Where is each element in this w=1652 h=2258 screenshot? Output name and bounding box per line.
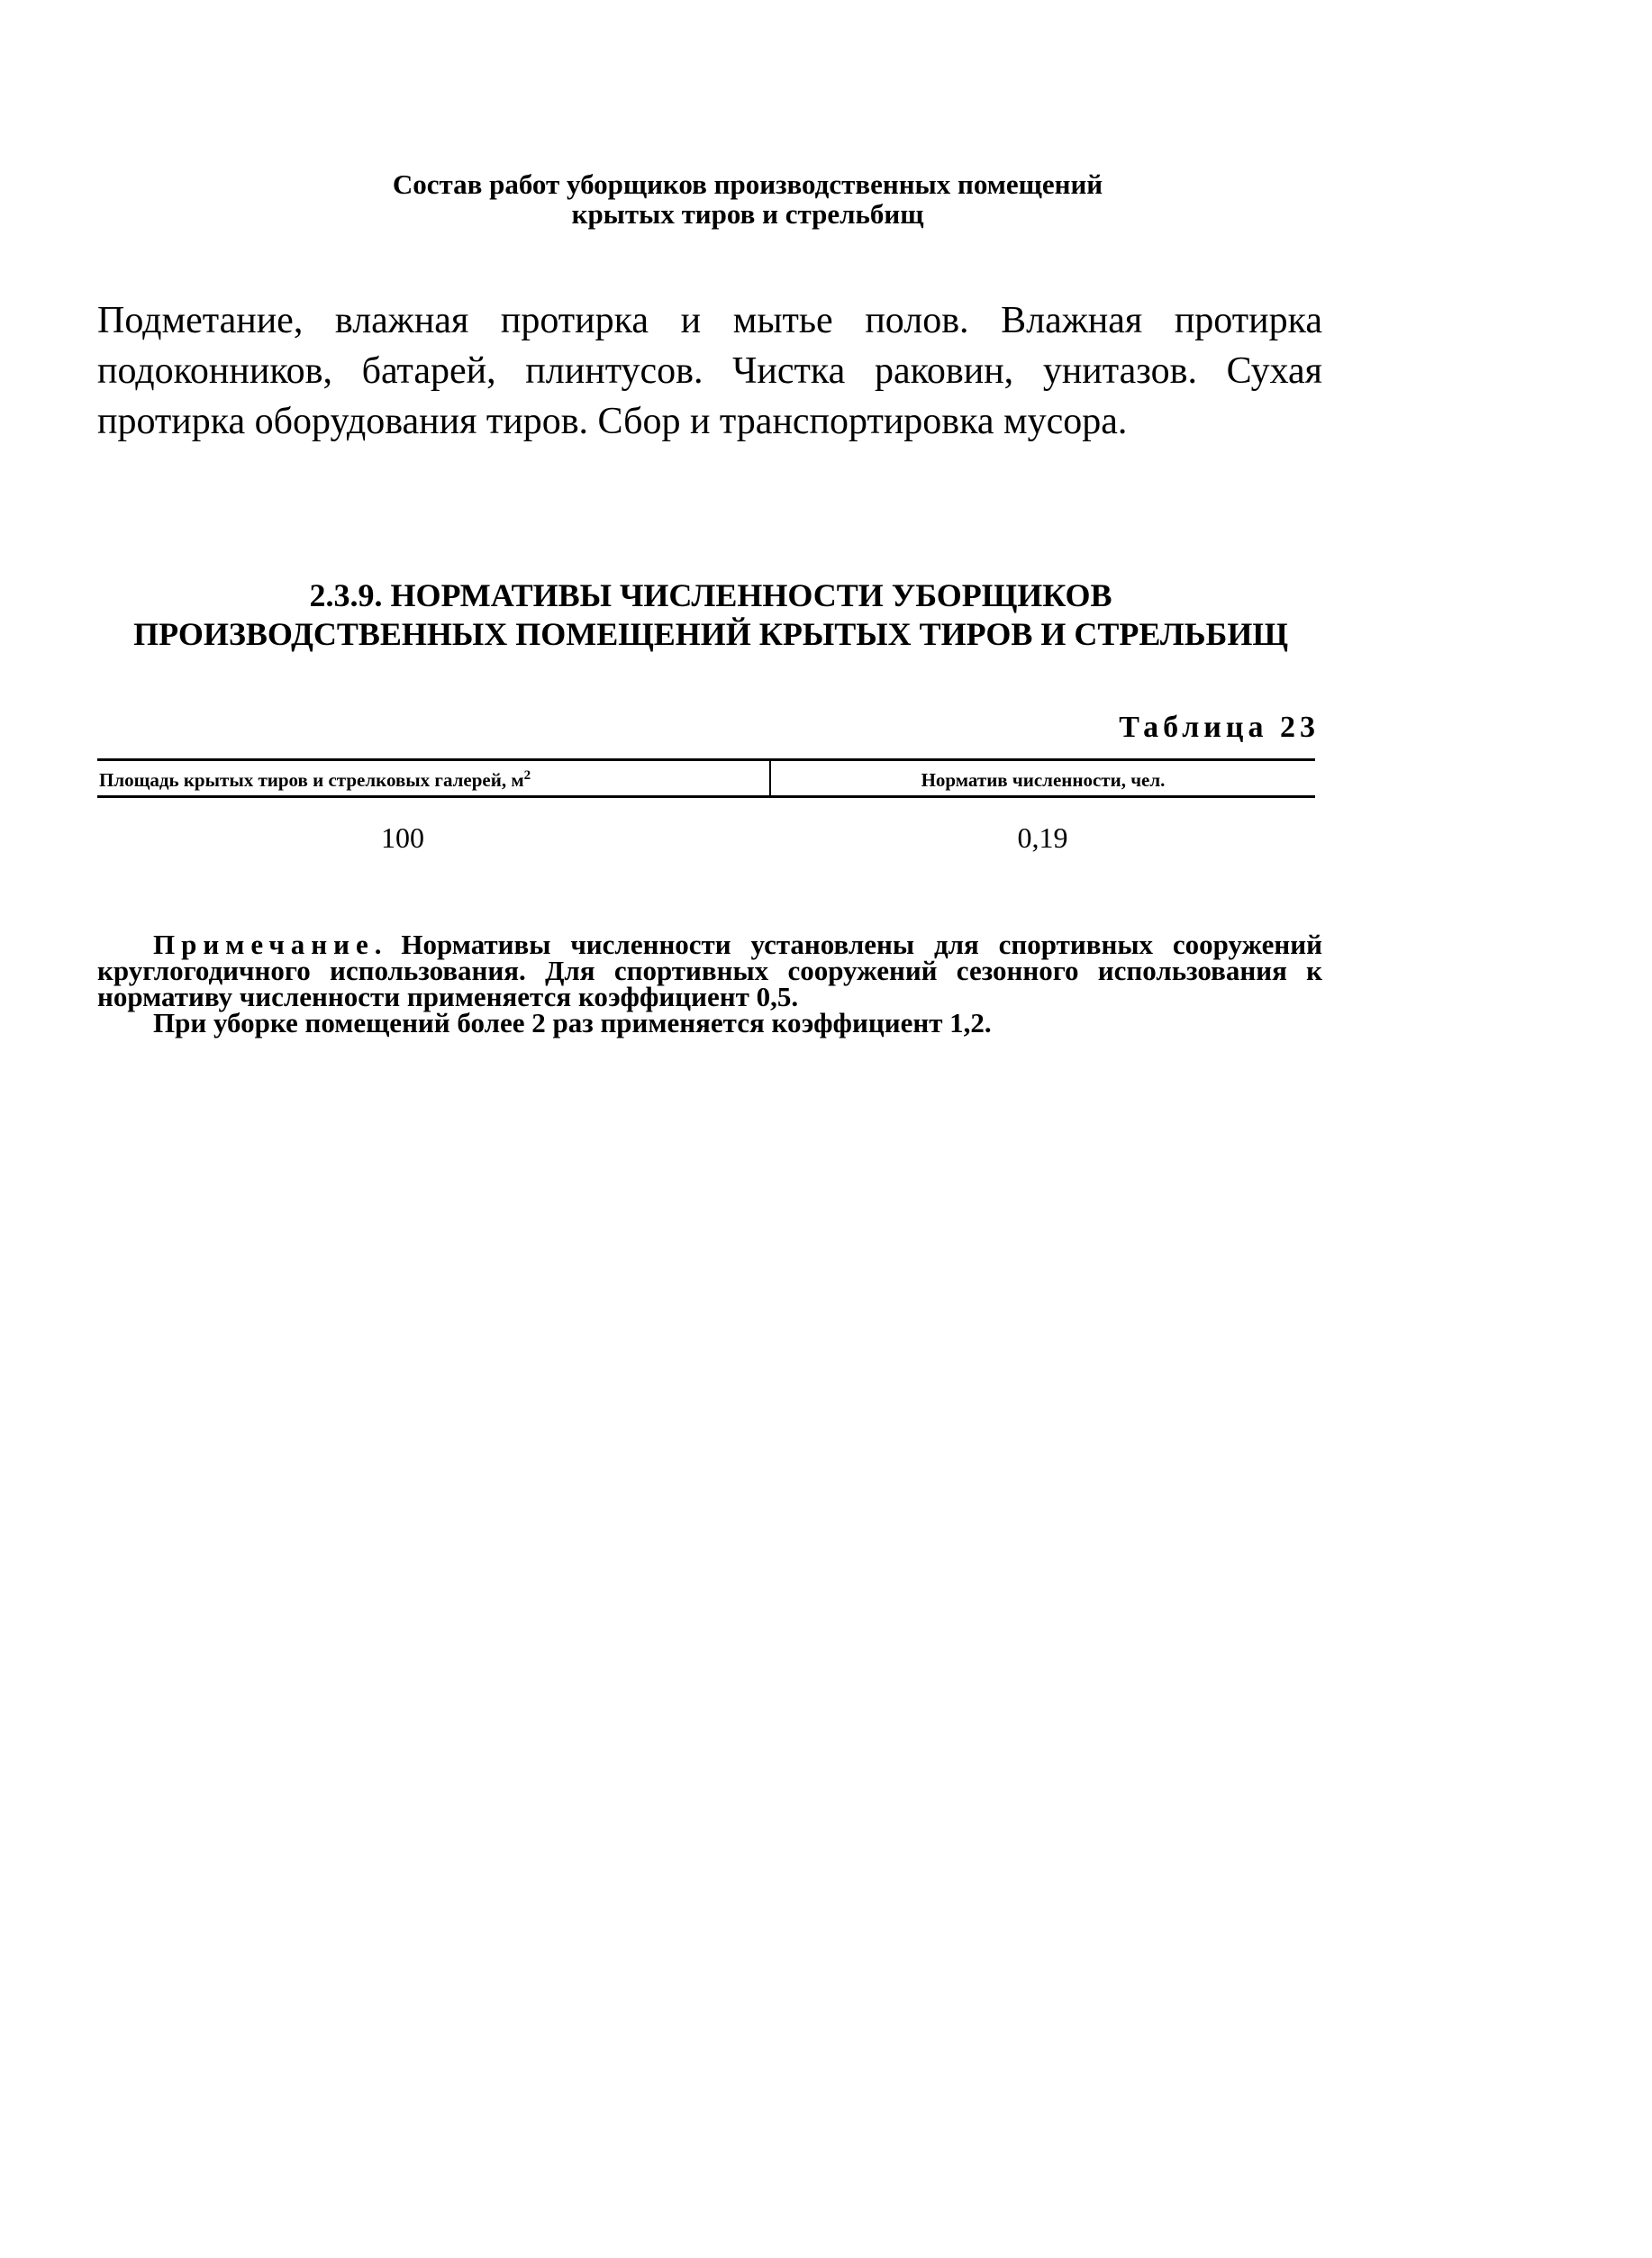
cell-norm: 0,19 xyxy=(1017,821,1068,854)
note-paragraph-2: При уборке помещений более 2 раз применяется коэффициент 1,2. xyxy=(153,1007,992,1038)
section-heading-line-1: 2.3.9. НОРМАТИВЫ ЧИСЛЕННОСТИ УБОРЩИКОВ xyxy=(309,577,1112,613)
column-header-norm: Норматив численности, чел. xyxy=(770,760,1315,797)
work-heading-line-2: крытых тиров и стрельбищ xyxy=(571,198,924,230)
column-header-area-label: Площадь крытых тиров и стрелковых галерей, м xyxy=(99,769,524,791)
work-composition-text: Подметание, влажная протирка и мытье полов. Влажная протирка подоконников, батарей, плинтусов. Чистка раковин, унитазов. Сухая протирка оборудования тиров. Сбор и транспортировка мусора. xyxy=(97,300,1322,442)
table-row xyxy=(97,797,1315,856)
section-heading-line-2: ПРОИЗВОДСТВЕННЫХ ПОМЕЩЕНИЙ КРЫТЫХ ТИРОВ И СТРЕЛЬБИЩ xyxy=(133,616,1288,652)
note-label: Примечание xyxy=(153,929,375,960)
section-heading xyxy=(97,576,1324,654)
square-superscript: 2 xyxy=(523,768,531,783)
note-text-1: . Нормативы численности установлены для спортивных сооружений круглогодичного использования. Для спортивных сооружений сезонного использования к нормативу численности применяется коэффициент 0,5. xyxy=(97,929,1322,1012)
table-header-row xyxy=(97,760,1315,797)
note-paragraph-1 xyxy=(97,931,1322,1010)
table-caption: Таблица 23 xyxy=(1119,711,1320,744)
table-note xyxy=(97,931,1322,1036)
staffing-norms-table xyxy=(97,758,1315,855)
cell-area: 100 xyxy=(381,821,424,854)
work-heading-line-1: Состав работ уборщиков производственных помещений xyxy=(392,168,1103,200)
column-header-area xyxy=(97,760,770,797)
work-composition-heading xyxy=(162,169,1333,229)
